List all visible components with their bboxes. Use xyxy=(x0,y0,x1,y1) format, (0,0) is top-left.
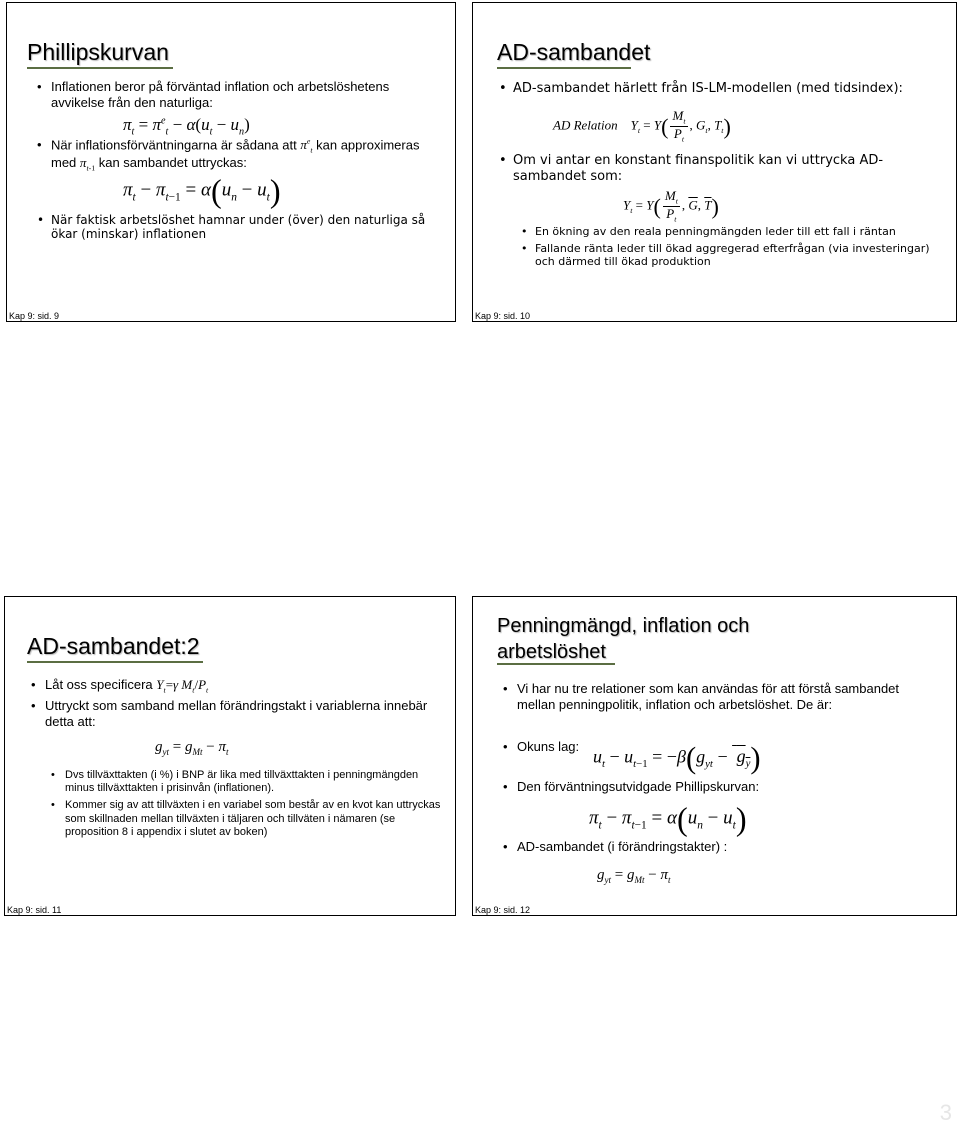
expectations-phillips-equation: $\pi_t - \pi_{t-1} = \alpha(u_n - u_t)$ xyxy=(589,801,747,837)
bullet-icon: • xyxy=(503,779,508,794)
bullet-icon: • xyxy=(37,79,42,94)
slide-penningmangd xyxy=(472,596,957,916)
slide-title: Phillipskurvan xyxy=(27,39,169,65)
bullet-item: • Okuns lag: xyxy=(503,739,580,754)
bullet-item: • Fallande ränta leder till ökad aggregerad efterfrågan (via investeringar) och därmed till ökad produktion xyxy=(521,242,930,269)
bullet-icon: • xyxy=(521,225,528,238)
bullet-item: • En ökning av den reala penningmängden leder till ett fall i räntan xyxy=(521,225,896,238)
sub-bullet-list xyxy=(51,769,445,839)
title-underline xyxy=(497,67,631,69)
bullet-list xyxy=(37,213,441,242)
slide-ad-sambandet-2 xyxy=(4,596,456,916)
bullet-icon: • xyxy=(37,213,45,227)
bullet-list xyxy=(499,153,933,184)
slide-phillipskurvan xyxy=(6,2,456,322)
bullet-icon: • xyxy=(37,137,42,152)
slide-footer: Kap 9: sid. 11 xyxy=(7,905,62,915)
slide-footer: Kap 9: sid. 12 xyxy=(475,905,531,915)
bullet-list xyxy=(503,839,927,855)
bullet-item: • Dvs tillväxttakten (i %) i BNP är lika med tillväxttakten i penningmängden minus tillväxttakten i prisinvån (inflationen). xyxy=(51,769,419,795)
bullet-icon: • xyxy=(31,697,36,713)
title-underline xyxy=(27,661,203,663)
bullet-icon: • xyxy=(499,81,507,96)
slide-footer: Kap 9: sid. 10 xyxy=(475,311,531,321)
slide-footer: Kap 9: sid. 9 xyxy=(9,311,60,321)
ad-relation-equation: AD Relation $Y_t = Y$( $\frac{M_t}{P_t}$ , $G_t$, $T_t$) xyxy=(553,108,731,144)
bullet-list xyxy=(37,137,441,173)
slide-title: AD-sambandet:2 xyxy=(27,633,200,659)
sub-bullet-list xyxy=(521,225,940,269)
bullet-list xyxy=(31,677,445,729)
bullet-icon: • xyxy=(521,242,528,256)
bullet-icon: • xyxy=(503,839,508,854)
title-underline xyxy=(27,67,173,69)
bullet-item: • AD-sambandet härlett från IS-LM-modellen (med tidsindex): xyxy=(499,81,903,96)
bullet-icon: • xyxy=(51,799,55,812)
bullet-item: • När inflationsförväntningarna är sådana att $\pi^e_t$ kan approximeras med $\pi_{t-1}$ kan sambandet uttryckas: xyxy=(37,137,420,173)
ad-growth-equation: $g_{yt} = g_{Mt} - \pi_t$ xyxy=(597,867,671,885)
title-underline xyxy=(497,663,615,665)
bullet-icon: • xyxy=(503,681,508,696)
bullet-icon: • xyxy=(499,153,507,168)
bullet-item: • Låt oss specificera $Y_t=\gamma$ $M_t/P_t$ xyxy=(31,677,209,695)
phillips-equation: $\pi_t = \pi^e_t - \alpha(u_t - u_n)$ xyxy=(123,115,250,138)
bullet-item: • AD-sambandet (i förändringstakter) : xyxy=(503,839,728,854)
bullet-list xyxy=(499,81,933,97)
bullet-item: • Inflationen beror på förväntad inflation och arbetslöshetens avvikelse från den naturliga: xyxy=(37,79,390,110)
bullet-list xyxy=(37,79,441,110)
ad-constant-policy-equation: $Y_t = Y$( $\frac{M_t}{P_t}$ , $\overline{G}$, $\overline{T}$) xyxy=(623,188,719,224)
bullet-item: • När faktisk arbetslöshet hamnar under (över) den naturliga så ökar (minskar) inflationen xyxy=(37,213,426,242)
slide-title: AD-sambandet xyxy=(497,39,651,65)
bullet-list xyxy=(503,681,927,712)
slide-ad-sambandet xyxy=(472,2,957,322)
bullet-icon: • xyxy=(31,677,36,692)
bullet-icon: • xyxy=(503,739,508,754)
okun-law-equation: $u_t - u_{t-1} = -\beta(g_{yt} - g_y)$ xyxy=(593,741,761,775)
bullet-item: • Uttryckt som samband mellan förändringstakt i variablerna innebär detta att: xyxy=(31,697,428,729)
bullet-item: • Den förväntningsutvidgade Phillipskurvan: xyxy=(503,779,760,794)
bullet-item: • Vi har nu tre relationer som kan användas för att förstå sambandet mellan penningpolitik, inflation och arbetslöshet. De är: xyxy=(503,681,900,712)
bullet-item: • Kommer sig av att tillväxten i en variabel som består av en kvot kan uttryckas som skillnaden mellan tillväxten i täljaren och tillväten i nämaren (se proposition 8 i appendix i slutet av boken) xyxy=(51,799,441,838)
bullet-icon: • xyxy=(51,769,55,781)
page-number: 3 xyxy=(939,1100,952,1125)
growth-equation: $g_{yt} = g_{Mt} - \pi_t$ xyxy=(155,739,229,757)
slide-title: Penningmängd, inflation och arbetslöshet xyxy=(497,615,750,663)
phillips-equation-approx: $\pi_t - \pi_{t-1} = \alpha(u_n - u_t)$ xyxy=(123,173,281,209)
bullet-item: • Om vi antar en konstant finanspolitik kan vi uttrycka AD-sambandet som: xyxy=(499,153,884,184)
bullet-list xyxy=(503,779,927,795)
